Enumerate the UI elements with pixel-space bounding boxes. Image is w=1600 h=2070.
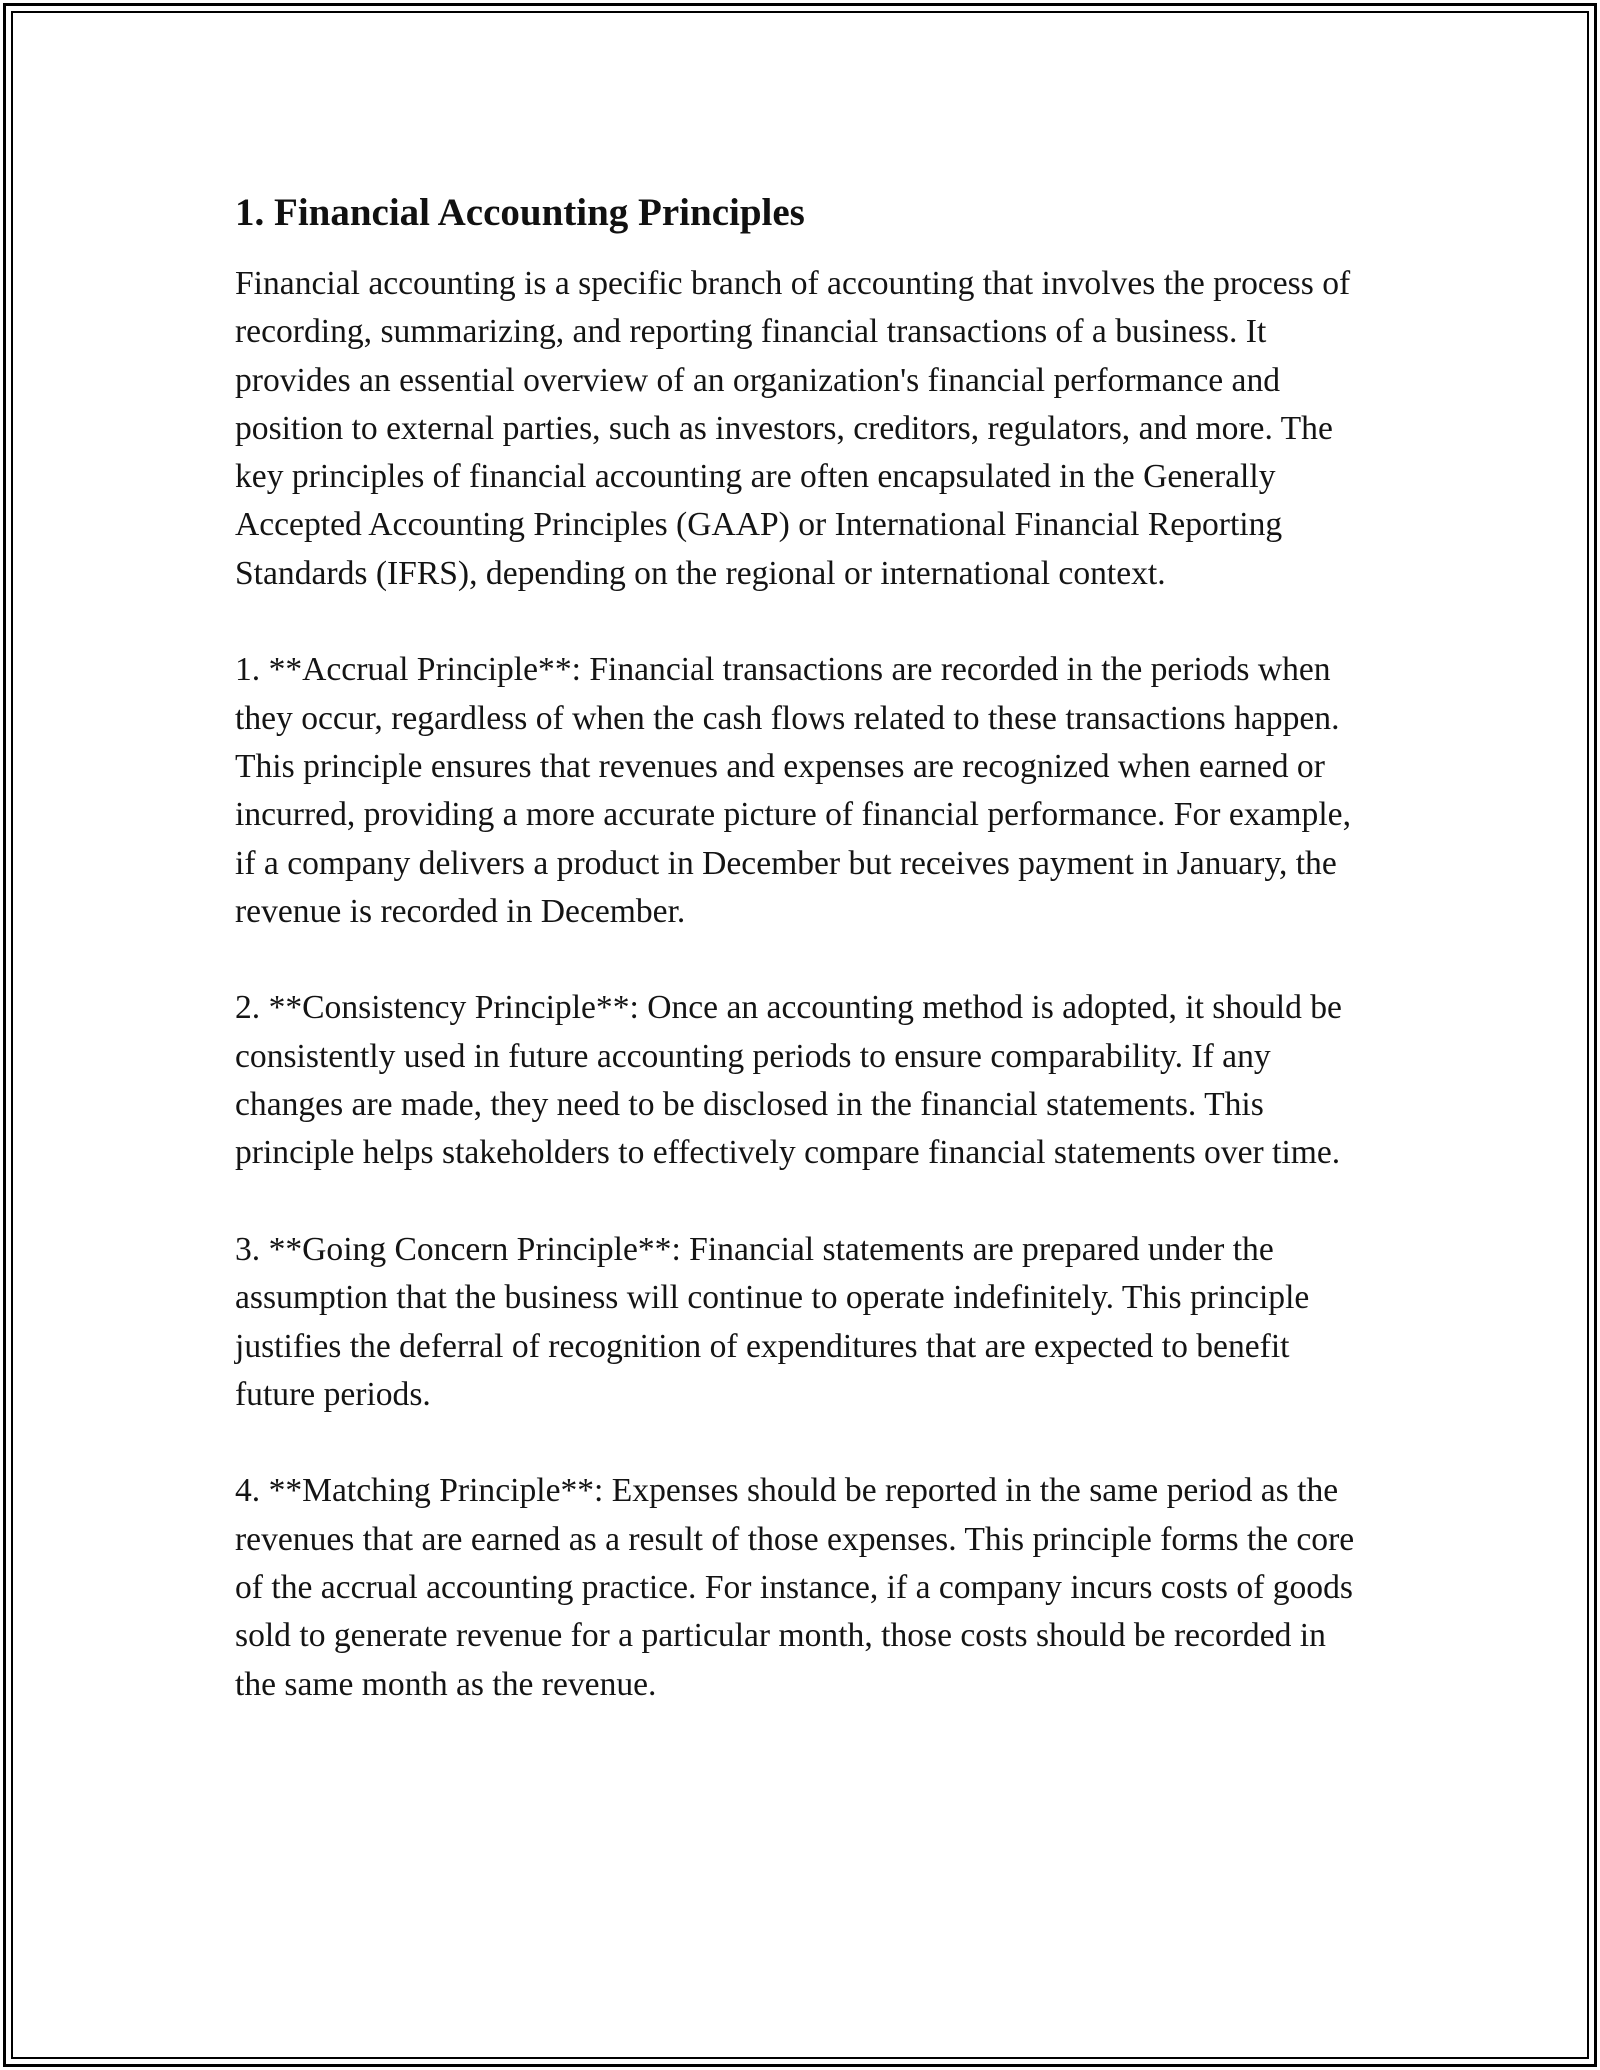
- consistency-principle-paragraph: 2. **Consistency Principle**: Once an accounting method is adopted, it should be consistently used in future accounting periods to ensure comparability. If any changes are made, they need to be disclosed in the financial statements. This principle helps stakeholders to effectively compare financial statements over time.: [235, 989, 1342, 1172]
- section-heading: 1. Financial Accounting Principles: [235, 191, 805, 234]
- accrual-principle-paragraph: 1. **Accrual Principle**: Financial transactions are recorded in the periods when they occur, regardless of when the cash flows related to these transactions happen. This principle ensures that revenues and expenses are recognized when earned or incurred, providing a more accurate picture of financial performance. For example, if a company delivers a product in December but receives payment in January, the revenue is recorded in December.: [235, 651, 1351, 930]
- matching-principle-paragraph: 4. **Matching Principle**: Expenses should be reported in the same period as the revenues that are earned as a result of those expenses. This principle forms the core of the accrual accounting practice. For instance, if a company incurs costs of goods sold to generate revenue for a particular month, those costs should be recorded in the same month as the revenue.: [235, 1472, 1355, 1703]
- going-concern-principle-paragraph: 3. **Going Concern Principle**: Financial statements are prepared under the assumption that the business will continue to operate indefinitely. This principle justifies the deferral of recognition of expenditures that are expected to benefit future periods.: [235, 1230, 1310, 1413]
- document-body: [235, 186, 1375, 1757]
- intro-paragraph: Financial accounting is a specific branch of accounting that involves the process of recording, summarizing, and reporting financial transactions of a business. It provides an essential overview of an organization's financial performance and position to external parties, such as investors, creditors, regulators, and more. The key principles of financial accounting are often encapsulated in the Generally Accepted Accounting Principles (GAAP) or International Financial Reporting Standards (IFRS), depending on the regional or international context.: [235, 265, 1351, 592]
